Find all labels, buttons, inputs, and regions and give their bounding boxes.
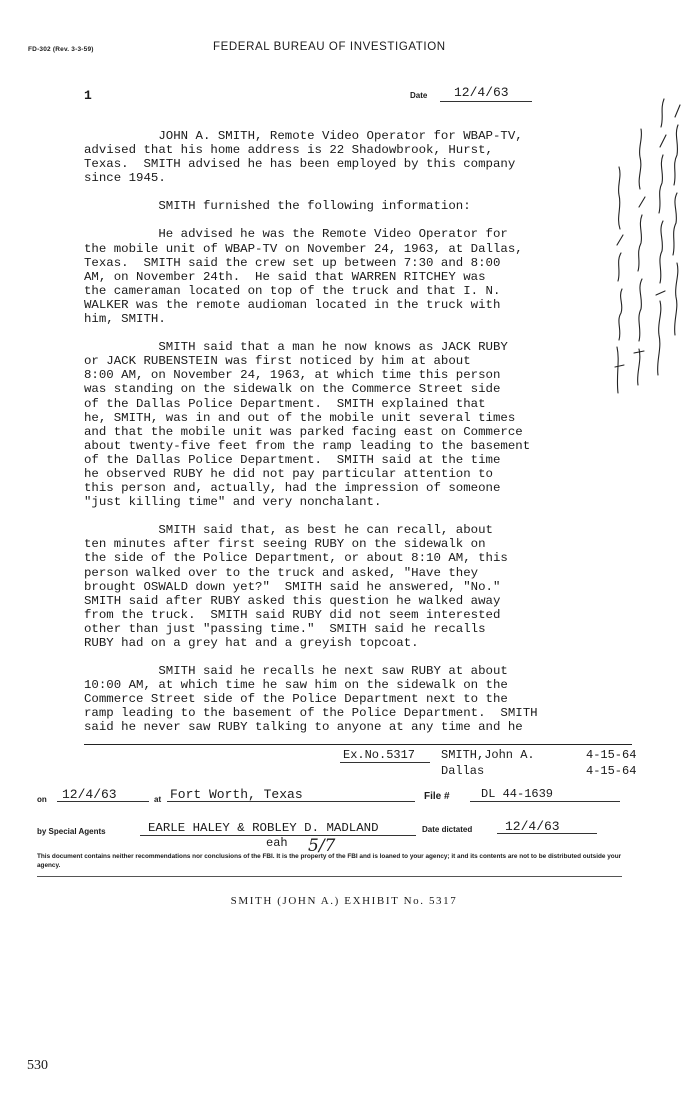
date-underline	[440, 101, 532, 102]
file-underline	[470, 801, 620, 802]
agency-title: FEDERAL BUREAU OF INVESTIGATION	[213, 41, 446, 53]
agent-label: by Special Agents	[37, 827, 106, 836]
typist-initials: eah	[266, 836, 288, 850]
agent-names-value: EARLE HALEY & ROBLEY D. MADLAND	[148, 821, 379, 835]
section-separator	[84, 738, 632, 745]
file-label: File #	[424, 791, 450, 802]
body-paragraph: SMITH said he recalls he next saw RUBY at about 10:00 AM, at which time he saw him on the sidewalk on the Commerce Street side of the Police Department next to the ramp leading to the basement of the Police Department. SMITH said he never saw RUBY talking to anyone at any time and he	[84, 664, 538, 735]
form-bottom-rule	[37, 876, 622, 877]
date-dictated-value: 12/4/63	[505, 819, 560, 834]
at-location-value: Fort Worth, Texas	[170, 787, 303, 802]
date-value: 12/4/63	[454, 85, 509, 100]
on-date-value: 12/4/63	[62, 787, 117, 802]
form-number: FD-302 (Rev. 3-3-59)	[28, 46, 94, 53]
dictated-underline	[497, 833, 597, 834]
date-label: Date	[410, 91, 428, 100]
at-label: at	[154, 795, 162, 804]
date-dictated-label: Date dictated	[422, 825, 473, 834]
body-paragraph: SMITH said that, as best he can recall, about ten minutes after first seeing RUBY on the sidewalk on the side of the Police Department, or about 8:10 AM, this person walked over to the truck and asked, "Have they brought OSWALD down yet?" SMITH said he answered, "No." SMITH said after RUBY asked this question he walked away from the truck. SMITH said RUBY did not seem interested other than just "passing time." SMITH said he recalls RUBY had on a grey hat and a greyish topcoat.	[84, 523, 508, 650]
disclaimer-text: This document contains neither recommendations nor conclusions of the FBI. It is the property of the FBI and is loaned to your agency; it and its contents are not to be distributed outside your agency.	[37, 853, 622, 869]
exhibit-caption: SMITH (JOHN A.) EXHIBIT No. 5317	[230, 895, 458, 907]
exhibit-date-1: 4-15-64	[586, 748, 637, 762]
body-paragraph: JOHN A. SMITH, Remote Video Operator for WBAP-TV, advised that his home address is 22 Shadowbrook, Hurst, Texas. SMITH advised he has been employed by this company since 1945.	[84, 129, 523, 186]
handwritten-initials: 5/7	[308, 836, 336, 856]
body-paragraph: SMITH furnished the following information:	[84, 199, 471, 214]
document-body	[84, 129, 604, 735]
handwritten-margin-note	[612, 85, 684, 397]
body-paragraph: SMITH said that a man he now knows as JACK RUBY or JACK RUBENSTEIN was first noticed by him at about 8:00 AM, on November 24, 1963, at which time this person was standing on the sidewalk on the Commerce Street side of the Dallas Police Department. SMITH explained that he, SMITH, was in and out of the mobile unit several times and that the mobile unit was parked facing east on Commerce about twenty-five feet from the ramp leading to the basement of the Dallas Police Department. SMITH said at the time he observed RUBY he did not pay particular attention to this person and, actually, had the impression of someone "just killing time" and very nonchalant.	[84, 340, 531, 510]
exhibit-date-2: 4-15-64	[586, 764, 637, 778]
exhibit-underline	[340, 762, 430, 763]
exhibit-number: Ex.No.5317	[343, 748, 416, 762]
on-underline	[57, 801, 149, 802]
exhibit-place: Dallas	[441, 764, 485, 778]
at-underline	[167, 801, 415, 802]
page-number: 1	[84, 88, 92, 103]
exhibit-name: SMITH,John A.	[441, 748, 535, 762]
file-number-value: DL 44-1639	[481, 787, 554, 801]
page-footer-number: 530	[27, 1058, 48, 1073]
body-paragraph: He advised he was the Remote Video Operator for the mobile unit of WBAP-TV on November 24, 1963, at Dallas, Texas. SMITH said the crew set up between 7:30 and 8:00 AM, on November 24th. He said that WARREN RITCHEY was the cameraman located on top of the truck and that I. N. WALKER was the remote audioman located in the truck with him, SMITH.	[84, 227, 523, 327]
on-label: on	[37, 795, 47, 804]
